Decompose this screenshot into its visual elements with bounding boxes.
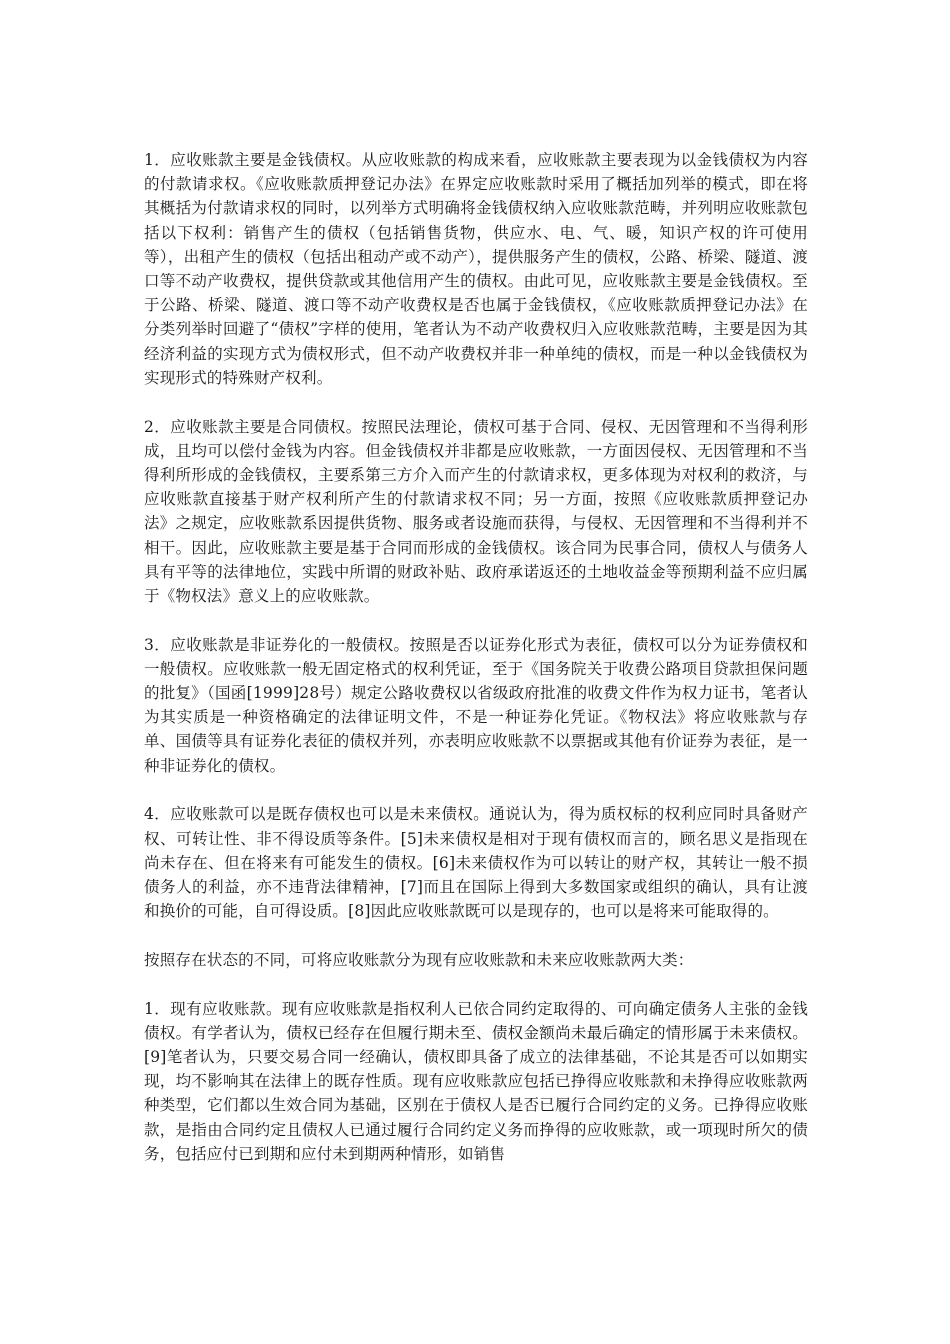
- document-body: [144, 148, 808, 1191]
- paragraph-non-securitized-claim: 3．应收账款是非证券化的一般债权。按照是否以证券化形式为表征，债权可以分为证券债权和一般债权。应收账款一般无固定格式的权利凭证，至于《国务院关于收费公路项目贷款担保问题的批复》（国函[1999]28号）规定公路收费权以省级政府批准的收费文件作为权力证书，笔者认为其实质是一种资格确定的法律证明文件，不是一种证券化凭证。《物权法》将应收账款与存单、国债等具有证券化表征的债权并列，亦表明应收账款不以票据或其他有价证券为表征，是一种非证券化的债权。: [144, 635, 808, 775]
- paragraph-classification-intro: 按照存在状态的不同，可将应收账款分为现有应收账款和未来应收账款两大类：: [144, 950, 694, 969]
- paragraph-accounts-receivable-contract-claim: 2．应收账款主要是合同债权。按照民法理论，债权可基于合同、侵权、无因管理和不当得利形成，且均可以偿付金钱为内容。但金钱债权并非都是应收账款，一方面因侵权、无因管理和不当得利所形成的金钱债权，主要系第三方介入而产生的付款请求权，更多体现为对权利的救济，与应收账款直接基于财产权利所产生的付款请求权不同；另一方面，按照《应收账款质押登记办法》之规定，应收账款系因提供货物、服务或者设施而获得，与侵权、无因管理和不当得利并不相干。因此，应收账款主要是基于合同而形成的金钱债权。该合同为民事合同，债权人与债务人具有平等的法律地位，实践中所谓的财政补贴、政府承诺返还的土地收益金等预期利益不应归属于《物权法》意义上的应收账款。: [144, 417, 808, 605]
- paragraph-accounts-receivable-monetary-claim: 1．应收账款主要是金钱债权。从应收账款的构成来看，应收账款主要表现为以金钱债权为内容的付款请求权。《应收账款质押登记办法》在界定应收账款时采用了概括加列举的模式，即在将其概括为付款请求权的同时，以列举方式明确将金钱债权纳入应收账款范畴，并列明应收账款包括以下权利：销售产生的债权（包括销售货物，供应水、电、气、暖，知识产权的许可使用等），出租产生的债权（包括出租动产或不动产），提供服务产生的债权，公路、桥梁、隧道、渡口等不动产收费权，提供贷款或其他信用产生的债权。由此可见，应收账款主要是金钱债权。至于公路、桥梁、隧道、渡口等不动产收费权是否也属于金钱债权，《应收账款质押登记办法》在分类列举时回避了“债权”字样的使用，笔者认为不动产收费权归入应收账款范畴，主要是因为其经济利益的实现方式为债权形式，但不动产收费权并非一种单纯的债权，而是一种以金钱债权为实现形式的特殊财产权利。: [144, 151, 808, 387]
- paragraph-existing-accounts-receivable: 1．现有应收账款。现有应收账款是指权利人已依合同约定取得的、可向确定债务人主张的金钱债权。有学者认为，债权已经存在但履行期未至、债权金额尚未最后确定的情形属于未来债权。[9]笔者认为，只要交易合同一经确认，债权即具备了成立的法律基础，不论其是否可以如期实现，均不影响其在法律上的既存性质。现有应收账款应包括已挣得应收账款和未挣得应收账款两种类型，它们都以生效合同为基础，区别在于债权人是否已履行合同约定的义务。已挣得应收账款，是指由合同约定且债权人已通过履行合同约定义务而挣得的应收账款，或一项现时所欠的债务，包括应付已到期和应付未到期两种情形，如销售: [144, 999, 808, 1163]
- paragraph-existing-and-future-claim: 4．应收账款可以是既存债权也可以是未来债权。通说认为，得为质权标的权利应同时具备财产权、可转让性、非不得设质等条件。[5]未来债权是相对于现有债权而言的，顾名思义是指现在尚未存在、但在将来有可能发生的债权。[6]未来债权作为可以转让的财产权，其转让一般不损债务人的利益，亦不违背法律精神，[7]而且在国际上得到大多数国家或组织的确认，具有让渡和换价的可能，自可得设质。[8]因此应收账款既可以是现存的，也可以是将来可能取得的。: [144, 805, 808, 921]
